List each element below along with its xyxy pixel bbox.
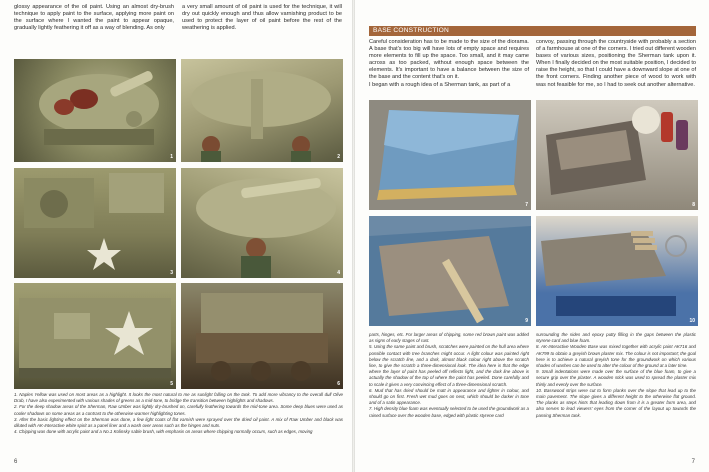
caption-7-cont: surrounding the sides and epoxy putty filling in the gaps between the plastic styrene card and blue foam.	[536, 332, 696, 344]
caption-4: 4. Chipping was done with acrylic paint and a No.1 Kolinsky sable brush, with emphasis on areas where chipping normally occurs, such as edges, moving	[14, 429, 313, 435]
caption-10: 10. Basswood strips were cut to form planks over the slope that lead up to the main pavement. The slope gives a different height to the otherwise flat ground. The planks as steps hints that leading down from it is a greater farm area, and also serves to lead viewers' eyes from the corner of the layout up towards the passing Sherman tank.	[536, 387, 696, 418]
right-text-col1a: Careful consideration has to be made to the size of the diorama. A base that's too big will have lots of empty space and requires more elements to fill up the space. Too small, and it may came across as too packed, without enough space between the elements. It's important to have a balance between the size of the base and the content that's on it.	[369, 39, 529, 81]
turret-illustration	[181, 59, 343, 162]
right-page	[355, 0, 709, 472]
crew-illustration	[181, 168, 343, 278]
photo-number: 7	[525, 202, 528, 208]
photo-crew-in-hatch	[181, 168, 343, 278]
section-title: BASE CONSTRUCTION	[373, 27, 449, 34]
rear-hull-illustration	[181, 283, 343, 389]
caption-3: 3. After the basic lighting effect on the Sherman was done, a few light coats of flat varnish were sprayed over the dried oil paint. A mix of Raw Umber and black was diluted with AK-Interactive white spirit as a panel liner and a wash over areas such as the hinges and nuts.	[14, 416, 343, 429]
caption-8: 8. AK-Interactive Wooden Base was mixed together with acrylic paint AK716 and AK799 to obtain a greyish brown plaster mix. The colour is not important; the goal here is to achieve a natural greyish tone for the groundwork on which various shades of washes can be used to alter the colour of the ground at a later time.	[536, 344, 696, 369]
caption-5: 5. Using the same paint and brush, scratches were painted on the hull area where possible contact with tree branches might occur. A light colour was painted right below the scratch line, and a dark, almost black colour right above the scratch line, to give the scratch a three-dimensional look. The idea here is that the edge where the layer of paint has peeled off reflects light, and the dark line above is actually the shadow of the top of where the paint has peeled. Done carefully and to scale it gives a very convincing effect of a three-dimensional scratch.	[369, 344, 529, 387]
left-text-col1: glossy appearance of the oil paint. Using an almost dry-brush technique to apply paint to the surface, applying more paint on the surface where I wanted the paint to appear opaque, gradually lightly feathering it off as a way of blending. As only	[14, 4, 174, 32]
spreading-illustration	[369, 216, 531, 326]
photo-number: 8	[692, 202, 695, 208]
photo-number: 6	[337, 381, 340, 387]
caption-1: 1. Naples Yellow was used on most areas as a highlight. It looks the most natural to me as sunlight falling on the tank. To add more vibrancy to the overall dull Olive Drab, I have also experimented with various shades of greens as a mid-tone, to bridge the transition between highlights and shadows.	[14, 392, 343, 404]
left-captions	[14, 392, 343, 435]
photo-tank-hatch-highlight	[14, 59, 176, 162]
photo-side-star-chipping	[14, 283, 176, 389]
plaster-illustration	[536, 100, 698, 210]
right-captions-col1	[369, 332, 529, 419]
photo-number: 4	[337, 270, 340, 276]
caption-6: 6. Mud that has dried should be matt in appearance and lighter in colour, and should go on first. Fresh wet mud goes on next, which should be darker in tone and of a satin appearance.	[369, 387, 529, 406]
photo-hull-star-detail	[14, 168, 176, 278]
left-page	[0, 0, 352, 472]
caption-7: 7. High density blue foam was eventually selected to be used the groundwork as a raised surface over the wooden base, edged with plastic styrene card	[369, 406, 529, 418]
caption-4-cont: parts, hinges, etc. For larger areas of chipping, some red brown paint was added as signs of early stages of rust.	[369, 332, 529, 344]
photo-number: 2	[337, 154, 340, 160]
section-banner	[369, 26, 696, 36]
photo-number: 9	[525, 318, 528, 324]
right-captions-col2	[536, 332, 696, 419]
tank-hatch-illustration	[14, 59, 176, 162]
photo-spreading-plaster	[369, 216, 531, 326]
photo-number: 3	[170, 270, 173, 276]
planks-illustration	[536, 216, 698, 326]
right-text-col1b: I began with a rough idea of a Sherman tank, as part of a	[369, 82, 511, 88]
caption-9: 9. Small indentations were made over the surface of the blue foam, to give a secure grip over the plaster. A wooden stick was used to spread the plaster mix thinly and evenly over the surface.	[536, 369, 696, 387]
page-number-right: 7	[691, 459, 695, 465]
hull-illustration	[14, 168, 176, 278]
foam-base-illustration	[369, 100, 531, 210]
caption-2: 2. For the deep shadow areas of the Sherman, Raw Umber was lightly dry-brushed on, carefully feathering towards the mid-tone area. Some deep blues were used as cooler shadows on some areas as a contrast to the otherwise warmer highlighting tones.	[14, 404, 343, 416]
photo-number: 10	[689, 318, 695, 324]
page-number-left: 6	[14, 459, 18, 465]
photo-number: 1	[170, 154, 173, 160]
photo-turret-gun-crew	[181, 59, 343, 162]
photo-basswood-planks	[536, 216, 698, 326]
photo-blue-foam-base	[369, 100, 531, 210]
photo-number: 5	[170, 381, 173, 387]
right-text-col2: convoy, passing through the countryside with probably a section of a farmhouse at one of the corners. I tried out different wooden bases of various sizes, positioning the Sherman tank upon it. When I finally decided on the most suitable position, I decided to raise the height, so that I could have a downward slope at one of the front corners. Finding another piece of wood to work with was not feasible for me, so I had to seek out another alternative.	[536, 39, 696, 88]
photo-plaster-mix-paints	[536, 100, 698, 210]
side-hull-illustration	[14, 283, 176, 389]
left-text-col2: a very small amount of oil paint is used for the technique, it will dry out quickly enough and thus allow varnishing product to be used to protect the layer of oil paint before the rest of the weathering is applied.	[182, 4, 342, 32]
photo-rear-mud-weathering	[181, 283, 343, 389]
